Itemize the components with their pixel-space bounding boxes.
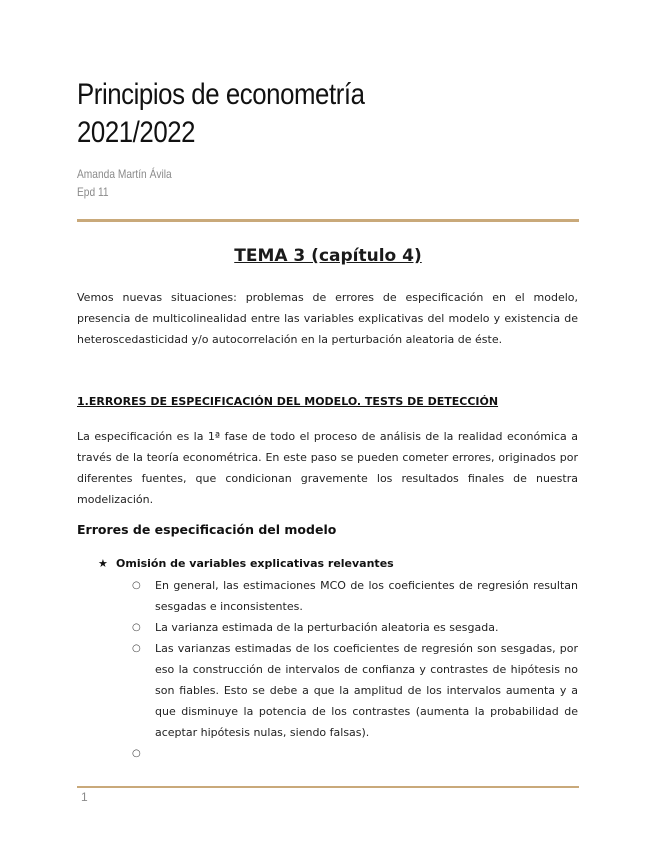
circle-bullet-icon: ○	[132, 643, 141, 654]
list-item-text: La varianza estimada de la perturbación aleatoria es sesgada.	[155, 621, 499, 634]
author-name: Amanda Martín Ávila	[77, 167, 172, 181]
header-divider	[77, 219, 579, 222]
list-item	[132, 743, 578, 764]
group-label: Epd 11	[77, 185, 109, 199]
document-title	[77, 76, 507, 152]
section-paragraph: La especificación es la 1ª fase de todo el proceso de análisis de la realidad económica a través de la teoría econométrica. En este paso se pueden cometer errores, originados por diferentes fuentes, que condicionan gravemente los resultados finales de nuestra modelización.	[77, 430, 578, 506]
title-line-2: 2021/2022	[77, 116, 196, 149]
list-item-text: En general, las estimaciones MCO de los coeficientes de regresión resultan sesgadas e inconsistentes.	[155, 579, 578, 613]
star-item-label: Omisión de variables explicativas relevantes	[116, 557, 394, 570]
list-item-text: Las varianzas estimadas de los coeficientes de regresión son sesgadas, por eso la construcción de intervalos de confianza y contrastes de hipótesis no son fiables. Esto se debe a que la amplitud de los intervalos aumenta y a que disminuye la potencia de los contrastes (aumenta la probabilidad de aceptar hipótesis nulas, siendo falsas).	[155, 642, 578, 739]
circle-bullet-icon: ○	[132, 580, 141, 591]
subheading: Errores de especificación del modelo	[77, 522, 337, 537]
intro-paragraph: Vemos nuevas situaciones: problemas de errores de especificación en el modelo, presencia de multicolinealidad entre las variables explicativas del modelo y existencia de heteroscedasticidad y/o autocorrelación en la perturbación aleatoria de éste.	[77, 291, 578, 346]
footer-divider	[77, 786, 579, 788]
star-list-item	[98, 555, 578, 573]
bullet-list	[132, 575, 578, 764]
star-icon: ★	[98, 557, 108, 570]
list-item	[132, 575, 578, 617]
section-title: TEMA 3 (capítulo 4)	[234, 246, 422, 266]
list-item	[132, 617, 578, 638]
circle-bullet-icon: ○	[132, 748, 141, 759]
title-line-1: Principios de econometría	[77, 78, 365, 111]
page-number: 1	[81, 790, 88, 804]
section-heading: 1.ERRORES DE ESPECIFICACIÓN DEL MODELO. TESTS DE DETECCIÓN	[77, 395, 499, 408]
circle-bullet-icon: ○	[132, 622, 141, 633]
list-item	[132, 638, 578, 743]
author-block	[77, 165, 172, 201]
